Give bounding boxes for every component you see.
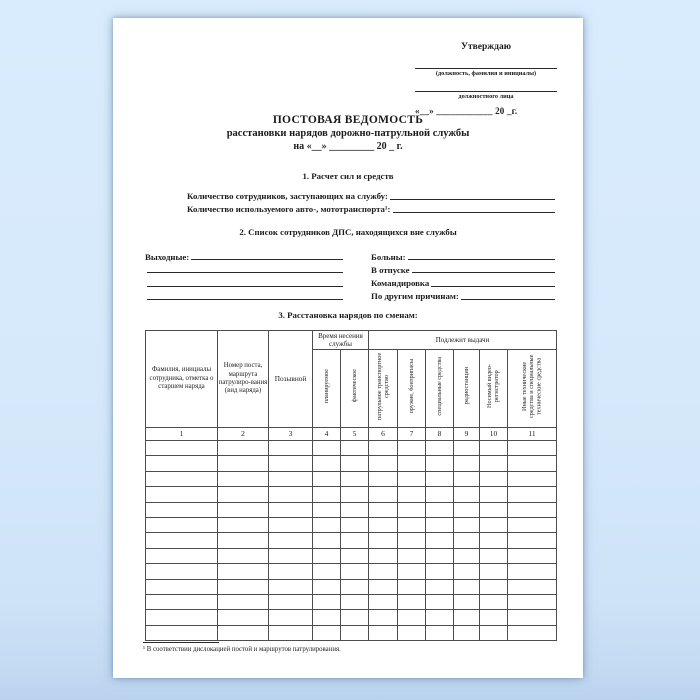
table-cell <box>341 594 369 609</box>
group-header-issue: Подлежит выдачи <box>369 331 557 350</box>
document-page <box>113 18 583 678</box>
blank-row <box>145 275 343 288</box>
table-cell <box>369 610 398 625</box>
table-cell <box>146 610 218 625</box>
shift-assignment-table <box>145 330 557 641</box>
table-cell <box>508 579 557 594</box>
col-header-planned: планируемое <box>313 350 341 428</box>
table-cell <box>426 610 454 625</box>
table-cell <box>269 502 313 517</box>
approval-caption-official: должностного лица <box>458 92 514 100</box>
table-cell <box>398 502 426 517</box>
table-row <box>146 502 557 517</box>
column-number: 3 <box>269 428 313 441</box>
table-cell <box>426 487 454 502</box>
table-cell <box>454 441 480 456</box>
approval-block <box>415 42 557 116</box>
table-cell <box>341 548 369 563</box>
table-cell <box>480 487 508 502</box>
table-cell <box>146 533 218 548</box>
col-header-other-technical: Иные технические средства и специальные технические средства <box>508 350 557 428</box>
table-cell <box>508 471 557 486</box>
other-reasons-label: По другим причинам: <box>371 291 459 302</box>
table-cell <box>313 625 341 640</box>
table-cell <box>454 610 480 625</box>
table-cell <box>508 441 557 456</box>
table-cell <box>313 517 341 532</box>
table-cell <box>398 487 426 502</box>
table-cell <box>369 625 398 640</box>
table-cell <box>313 564 341 579</box>
table-cell <box>313 456 341 471</box>
section3-heading: 3. Расстановка нарядов по сменам: <box>278 310 418 320</box>
table-cell <box>369 487 398 502</box>
col-header-patrol-vehicle: патрульное транспортное средство <box>369 350 398 428</box>
table-cell <box>313 548 341 563</box>
off-duty-right-column <box>371 249 555 302</box>
table-cell <box>508 625 557 640</box>
table-cell <box>269 533 313 548</box>
table-cell <box>341 502 369 517</box>
table-cell <box>480 517 508 532</box>
table-cell <box>341 564 369 579</box>
column-number: 5 <box>341 428 369 441</box>
table-cell <box>369 502 398 517</box>
table-cell <box>454 533 480 548</box>
table-cell <box>269 471 313 486</box>
table-cell <box>480 502 508 517</box>
table-cell <box>341 441 369 456</box>
table-cell <box>218 548 269 563</box>
table-cell <box>341 625 369 640</box>
business-trip-label: Командировка <box>371 278 430 289</box>
table-cell <box>369 594 398 609</box>
table-cell <box>313 471 341 486</box>
table-cell <box>480 564 508 579</box>
title-line-3: на «__» _________ 20 _ г. <box>293 141 403 152</box>
column-number: 8 <box>426 428 454 441</box>
table-cell <box>146 471 218 486</box>
table-cell <box>218 579 269 594</box>
blank-line <box>147 298 343 300</box>
vehicle-count-label: Количество используемого авто-, мототранспорта¹: <box>187 204 391 214</box>
column-number: 1 <box>146 428 218 441</box>
table-cell <box>269 579 313 594</box>
table-cell <box>369 564 398 579</box>
table-cell <box>218 441 269 456</box>
table-cell <box>454 548 480 563</box>
table-cell <box>508 564 557 579</box>
table-cell <box>146 548 218 563</box>
col-header-actual: фактическое <box>341 350 369 428</box>
signature-line <box>415 60 557 69</box>
sick-line <box>371 249 555 262</box>
blank-row <box>145 262 343 275</box>
table-cell <box>269 548 313 563</box>
column-number: 11 <box>508 428 557 441</box>
section1-heading: 1. Расчет сил и средств <box>302 171 394 181</box>
table-cell <box>269 625 313 640</box>
table-row <box>146 564 557 579</box>
table-cell <box>369 579 398 594</box>
table-cell <box>426 533 454 548</box>
vacation-label: В отпуске <box>371 264 410 275</box>
table-cell <box>454 456 480 471</box>
table-cell <box>480 533 508 548</box>
column-number: 2 <box>218 428 269 441</box>
blank-line <box>408 258 555 260</box>
table-cell <box>218 502 269 517</box>
approval-caption-position: (должность, фамилия и инициалы) <box>435 70 537 77</box>
table-cell <box>146 564 218 579</box>
table-cell <box>369 533 398 548</box>
blank-line <box>147 285 343 287</box>
col-header-video-recorder: Носимый видео-регистратор <box>480 350 508 428</box>
days-off-label: Выходные: <box>145 251 190 262</box>
document-title <box>113 114 583 152</box>
business-trip-line <box>371 275 555 288</box>
table-cell <box>146 487 218 502</box>
approval-title: Утверждаю <box>461 42 511 52</box>
table-cell <box>426 625 454 640</box>
other-reasons-line <box>371 289 555 302</box>
table-cell <box>313 594 341 609</box>
table-row <box>146 441 557 456</box>
table-cell <box>218 487 269 502</box>
blank-line <box>431 285 555 287</box>
table-cell <box>508 517 557 532</box>
table-cell <box>454 517 480 532</box>
table-cell <box>508 502 557 517</box>
table-cell <box>218 625 269 640</box>
table-row <box>146 471 557 486</box>
vacation-line <box>371 262 555 275</box>
table-cell <box>146 441 218 456</box>
table-group-header-row <box>146 331 557 350</box>
table-cell <box>480 594 508 609</box>
table-cell <box>480 548 508 563</box>
column-number-row <box>146 428 557 441</box>
table-cell <box>508 610 557 625</box>
table-cell <box>218 471 269 486</box>
table-cell <box>480 625 508 640</box>
table-cell <box>454 625 480 640</box>
section2-heading: 2. Список сотрудников ДПС, находящихся вне службы <box>239 227 457 237</box>
table-cell <box>426 456 454 471</box>
col-header-radios: радиостанции <box>454 350 480 428</box>
table-cell <box>218 517 269 532</box>
table-cell <box>454 487 480 502</box>
column-number: 9 <box>454 428 480 441</box>
table-cell <box>398 533 426 548</box>
table-cell <box>269 456 313 471</box>
table-cell <box>369 441 398 456</box>
table-cell <box>146 502 218 517</box>
table-cell <box>218 456 269 471</box>
table-cell <box>508 487 557 502</box>
table-cell <box>480 456 508 471</box>
days-off-line <box>145 249 343 262</box>
table-cell <box>508 456 557 471</box>
table-cell <box>313 533 341 548</box>
table-row <box>146 456 557 471</box>
table-cell <box>313 610 341 625</box>
staff-count-line <box>187 191 555 202</box>
table-cell <box>341 579 369 594</box>
table-cell <box>341 610 369 625</box>
table-cell <box>313 502 341 517</box>
table-cell <box>341 471 369 486</box>
table-cell <box>369 517 398 532</box>
table-cell <box>313 441 341 456</box>
table-cell <box>218 594 269 609</box>
sick-label: Больны: <box>371 251 406 262</box>
table-cell <box>454 564 480 579</box>
table-cell <box>480 579 508 594</box>
blank-line <box>461 298 555 300</box>
table-cell <box>146 579 218 594</box>
table-row <box>146 548 557 563</box>
approval-date-line: «__» ____________ 20 _г. <box>415 105 518 116</box>
off-duty-left-column <box>145 249 343 302</box>
table-row <box>146 517 557 532</box>
table-cell <box>454 471 480 486</box>
table-cell <box>398 471 426 486</box>
table-cell <box>146 456 218 471</box>
table-cell <box>369 548 398 563</box>
col-header-special-means: специальные средства <box>426 350 454 428</box>
table-cell <box>426 471 454 486</box>
col-header-post: Номер поста, маршрута патрулиро-вания (вид наряда) <box>218 331 269 428</box>
table-cell <box>426 441 454 456</box>
table-cell <box>341 517 369 532</box>
column-number: 10 <box>480 428 508 441</box>
table-cell <box>426 594 454 609</box>
table-cell <box>426 579 454 594</box>
table-cell <box>480 441 508 456</box>
table-cell <box>398 548 426 563</box>
table-cell <box>398 441 426 456</box>
table-cell <box>398 625 426 640</box>
col-header-name: Фамилия, инициалы сотрудника, отметка о старшем наряда <box>146 331 218 428</box>
table-cell <box>454 579 480 594</box>
table-row <box>146 533 557 548</box>
blank-row <box>145 289 343 302</box>
table-cell <box>146 517 218 532</box>
table-cell <box>341 487 369 502</box>
group-header-time: Время несения службы <box>313 331 369 350</box>
table-cell <box>341 456 369 471</box>
table-cell <box>426 548 454 563</box>
column-number: 7 <box>398 428 426 441</box>
blank-line <box>390 198 555 200</box>
table-cell <box>369 456 398 471</box>
table-row <box>146 625 557 640</box>
table-empty-rows <box>146 441 557 641</box>
table-cell <box>146 625 218 640</box>
footnote-text: ¹ В соответствии дислокацией постой и маршрутов патрулирования. <box>143 646 341 653</box>
table-cell <box>218 564 269 579</box>
vehicle-count-line <box>187 204 555 215</box>
table-cell <box>398 517 426 532</box>
blank-line <box>191 258 343 260</box>
table-cell <box>269 517 313 532</box>
table-row <box>146 579 557 594</box>
table-cell <box>426 564 454 579</box>
table-cell <box>426 517 454 532</box>
table-cell <box>313 487 341 502</box>
table-cell <box>218 533 269 548</box>
table-cell <box>398 456 426 471</box>
table-cell <box>398 594 426 609</box>
table-cell <box>146 594 218 609</box>
table-cell <box>454 502 480 517</box>
table-cell <box>426 502 454 517</box>
table-cell <box>269 441 313 456</box>
table-row <box>146 610 557 625</box>
blank-line <box>147 271 343 273</box>
table-cell <box>480 471 508 486</box>
table-cell <box>218 610 269 625</box>
table-cell <box>269 564 313 579</box>
col-header-weapons: оружие, боеприпасы <box>398 350 426 428</box>
table-header-rows <box>146 331 557 441</box>
table-cell <box>269 487 313 502</box>
table-cell <box>454 594 480 609</box>
table-cell <box>269 610 313 625</box>
title-line-1: ПОСТОВАЯ ВЕДОМОСТЬ <box>272 114 424 126</box>
table-cell <box>508 548 557 563</box>
blank-line <box>412 271 555 273</box>
blank-line <box>393 211 556 213</box>
table-cell <box>369 471 398 486</box>
table-row <box>146 487 557 502</box>
signature-line <box>415 83 557 92</box>
table-cell <box>269 594 313 609</box>
table-cell <box>341 533 369 548</box>
footnote-rule <box>143 642 219 643</box>
table-cell <box>480 610 508 625</box>
table-cell <box>398 579 426 594</box>
column-number: 4 <box>313 428 341 441</box>
title-line-2: расстановки нарядов дорожно-патрульной службы <box>226 128 470 139</box>
table-cell <box>398 610 426 625</box>
table-cell <box>508 594 557 609</box>
table-row <box>146 594 557 609</box>
table-cell <box>398 564 426 579</box>
col-header-callsign: Позывной <box>269 331 313 428</box>
table-cell <box>508 533 557 548</box>
staff-count-label: Количество сотрудников, заступающих на службу: <box>187 191 388 201</box>
table-cell <box>313 579 341 594</box>
column-number: 6 <box>369 428 398 441</box>
